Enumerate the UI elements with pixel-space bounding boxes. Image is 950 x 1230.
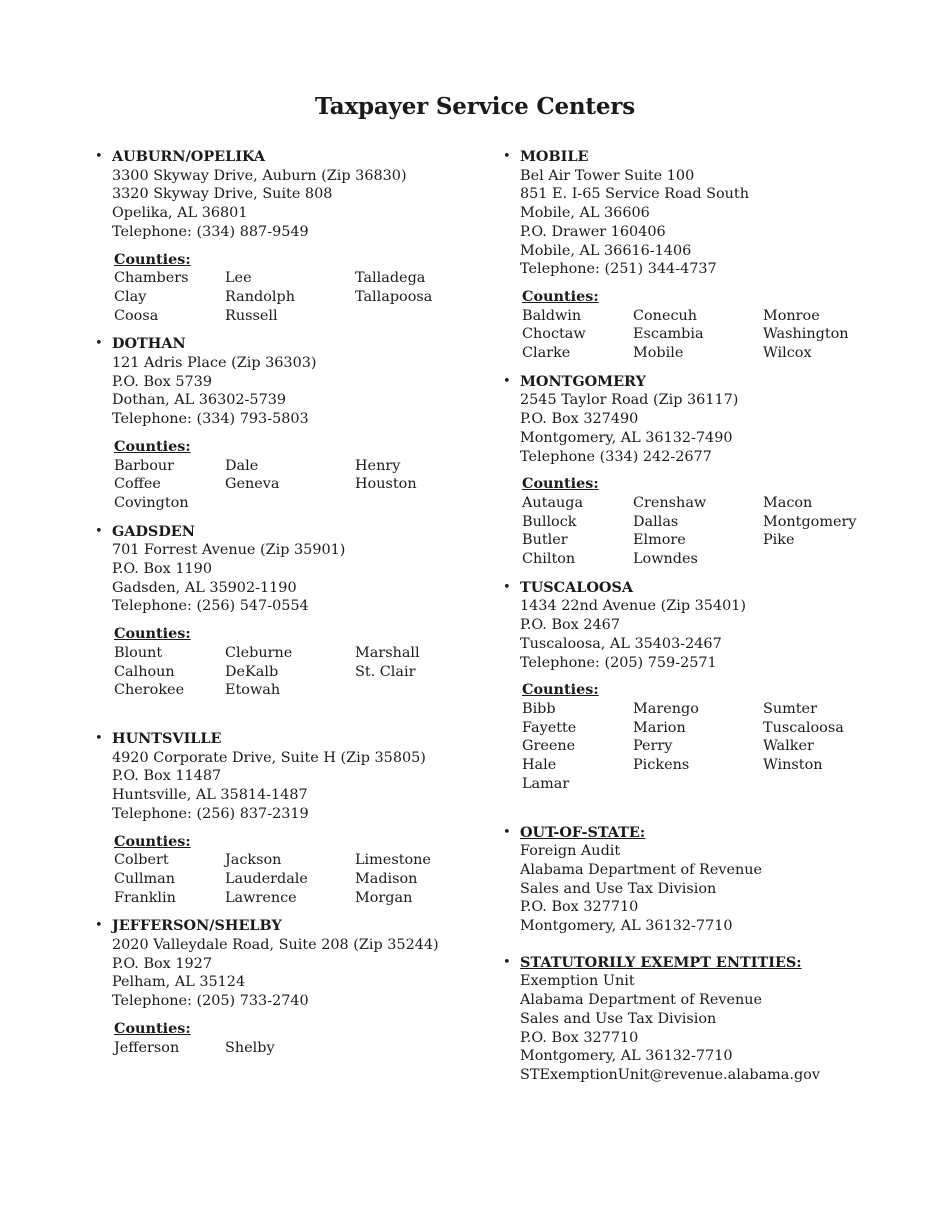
county-name: Dallas xyxy=(633,513,679,530)
address-line: 1434 22nd Avenue (Zip 35401) xyxy=(520,598,747,615)
address-line: P.O. Box 11487 xyxy=(112,768,222,785)
county-name: Clay xyxy=(114,288,147,305)
address-line: Bel Air Tower Suite 100 xyxy=(520,167,695,184)
address-line: P.O. Box 327710 xyxy=(520,1029,639,1046)
bullet-icon: • xyxy=(95,149,103,164)
counties-label: Counties: xyxy=(114,1019,191,1037)
telephone: Telephone: (256) 837-2319 xyxy=(112,805,309,822)
county-name: Blount xyxy=(114,644,163,661)
address-line: Foreign Audit xyxy=(520,843,621,860)
address-line: Dothan, AL 36302-5739 xyxy=(112,392,287,409)
county-name: Sumter xyxy=(763,700,817,717)
county-name: Wilcox xyxy=(763,345,812,362)
county-name: Covington xyxy=(114,494,189,511)
counties-list xyxy=(112,457,475,513)
address-line: P.O. Drawer 160406 xyxy=(520,223,666,240)
bullet-icon: • xyxy=(503,579,511,595)
center-huntsville xyxy=(95,730,475,907)
page-title: Taxpayer Service Centers xyxy=(315,93,635,120)
county-name: Conecuh xyxy=(633,307,698,324)
counties-list xyxy=(112,851,475,907)
county-name: Limestone xyxy=(355,852,431,869)
county-name: Bullock xyxy=(522,513,577,530)
address-line: Mobile, AL 36616-1406 xyxy=(520,242,692,259)
telephone: Telephone (334) 242-2677 xyxy=(520,448,712,465)
county-name: Perry xyxy=(633,738,673,755)
counties-list xyxy=(112,644,475,700)
address-line: Exemption Unit xyxy=(520,973,635,990)
county-name: Cullman xyxy=(114,870,175,887)
county-name: Clarke xyxy=(522,345,571,362)
county-name: Crenshaw xyxy=(633,494,707,511)
county-name: Franklin xyxy=(114,889,176,906)
county-name: Geneva xyxy=(225,476,280,493)
left-column xyxy=(95,148,475,1057)
county-name: Morgan xyxy=(355,889,413,906)
county-name: Marengo xyxy=(633,700,699,717)
address-line: Tuscaloosa, AL 35403-2467 xyxy=(520,635,722,652)
county-name: Mobile xyxy=(633,345,684,362)
counties-list xyxy=(112,269,475,325)
county-name: Marshall xyxy=(355,644,420,661)
address-line: 2020 Valleydale Road, Suite 208 (Zip 35244) xyxy=(112,937,439,954)
telephone: Telephone: (334) 887-9549 xyxy=(112,223,309,240)
county-name: Autauga xyxy=(522,494,584,511)
address-line: 3300 Skyway Drive, Auburn (Zip 36830) xyxy=(112,167,407,184)
address-line: Pelham, AL 35124 xyxy=(112,974,246,991)
address-line: Montgomery, AL 36132-7710 xyxy=(520,1048,733,1065)
center-name: HUNTSVILLE xyxy=(112,729,222,747)
address-line: Alabama Department of Revenue xyxy=(520,861,763,878)
county-name: Lawrence xyxy=(225,889,297,906)
address-line: P.O. Box 1927 xyxy=(112,955,212,972)
address-line: 121 Adris Place (Zip 36303) xyxy=(112,355,317,372)
telephone: Telephone: (256) 547-0554 xyxy=(112,598,309,615)
county-name: Lamar xyxy=(522,775,570,792)
county-name: Butler xyxy=(522,532,568,549)
county-name: Lauderdale xyxy=(225,870,308,887)
county-name: Pickens xyxy=(633,757,690,774)
counties-label: Counties: xyxy=(522,287,599,305)
counties-label: Counties: xyxy=(522,475,599,493)
center-name: DOTHAN xyxy=(112,335,186,353)
county-name: Tallapoosa xyxy=(355,288,433,305)
counties-list xyxy=(520,307,903,363)
bullet-icon: • xyxy=(503,373,511,389)
county-name: Cleburne xyxy=(225,644,293,661)
right-column xyxy=(503,148,903,1085)
county-name: Jefferson xyxy=(114,1039,180,1056)
county-name: Lee xyxy=(225,270,252,287)
county-name: Greene xyxy=(522,738,576,755)
bullet-icon: • xyxy=(503,149,511,164)
county-name: Pike xyxy=(763,532,795,549)
county-name: Bibb xyxy=(522,700,556,717)
counties-list xyxy=(112,1039,475,1058)
address-line: Alabama Department of Revenue xyxy=(520,992,763,1009)
center-name: MOBILE xyxy=(520,148,589,165)
email-address: STExemptionUnit@revenue.alabama.gov xyxy=(520,1066,820,1083)
county-name: Coosa xyxy=(114,307,159,324)
county-name: Chilton xyxy=(522,551,576,568)
counties-label: Counties: xyxy=(114,250,191,268)
center-jefferson-shelby xyxy=(95,917,475,1057)
center-montgomery xyxy=(503,373,903,569)
county-name: Randolph xyxy=(225,288,295,305)
county-name: Choctaw xyxy=(522,326,586,343)
county-name: Cherokee xyxy=(114,682,185,699)
counties-list xyxy=(520,494,903,569)
address-line: 701 Forrest Avenue (Zip 35901) xyxy=(112,542,346,559)
county-name: Elmore xyxy=(633,532,686,549)
center-auburn-opelika xyxy=(95,148,475,325)
county-name: Monroe xyxy=(763,307,820,324)
county-name: Shelby xyxy=(225,1039,275,1056)
center-name: STATUTORILY EXEMPT ENTITIES: xyxy=(520,953,802,971)
bullet-icon: • xyxy=(95,730,103,746)
address-line: Sales and Use Tax Division xyxy=(520,1010,717,1027)
address-line: Montgomery, AL 36132-7490 xyxy=(520,429,733,446)
address-line: P.O. Box 327710 xyxy=(520,899,639,916)
center-name: TUSCALOOSA xyxy=(520,578,634,596)
county-name: Jackson xyxy=(225,852,282,869)
counties-label: Counties: xyxy=(522,681,599,699)
address-line: P.O. Box 2467 xyxy=(520,617,620,634)
county-name: Calhoun xyxy=(114,663,175,680)
telephone: Telephone: (205) 733-2740 xyxy=(112,993,309,1010)
center-tuscaloosa xyxy=(503,579,903,794)
county-name: Chambers xyxy=(114,270,189,287)
bullet-icon: • xyxy=(95,523,103,539)
county-name: Etowah xyxy=(225,682,281,699)
county-name: Talladega xyxy=(355,270,426,287)
center-statutorily-exempt xyxy=(503,954,903,1085)
center-name: AUBURN/OPELIKA xyxy=(112,148,266,165)
telephone: Telephone: (205) 759-2571 xyxy=(520,654,717,671)
address-line: Montgomery, AL 36132-7710 xyxy=(520,918,733,935)
county-name: St. Clair xyxy=(355,663,416,680)
county-name: Fayette xyxy=(522,719,577,736)
county-name: Henry xyxy=(355,457,401,474)
counties-label: Counties: xyxy=(114,625,191,643)
center-dothan xyxy=(95,335,475,512)
county-name: Escambia xyxy=(633,326,704,343)
county-name: Dale xyxy=(225,457,259,474)
address-line: Sales and Use Tax Division xyxy=(520,880,717,897)
telephone: Telephone: (334) 793-5803 xyxy=(112,411,309,428)
bullet-icon: • xyxy=(95,918,103,934)
address-line: 3320 Skyway Drive, Suite 808 xyxy=(112,186,333,203)
address-line: Huntsville, AL 35814-1487 xyxy=(112,787,308,804)
county-name: Russell xyxy=(225,307,278,324)
county-name: Madison xyxy=(355,870,418,887)
county-name: Houston xyxy=(355,476,417,493)
county-name: Winston xyxy=(763,757,823,774)
address-line: P.O. Box 5739 xyxy=(112,373,212,390)
county-name: Hale xyxy=(522,757,557,774)
bullet-icon: • xyxy=(95,336,103,352)
address-line: 4920 Corporate Drive, Suite H (Zip 35805) xyxy=(112,749,426,766)
county-name: Washington xyxy=(763,326,849,343)
county-name: Baldwin xyxy=(522,307,582,324)
county-name: Walker xyxy=(763,738,814,755)
bullet-icon: • xyxy=(503,824,511,840)
address-line: P.O. Box 327490 xyxy=(520,411,639,428)
county-name: Barbour xyxy=(114,457,175,474)
county-name: Colbert xyxy=(114,852,169,869)
center-name: GADSDEN xyxy=(112,522,195,540)
address-line: Gadsden, AL 35902-1190 xyxy=(112,579,297,596)
counties-list xyxy=(520,700,903,794)
bullet-icon: • xyxy=(503,954,511,970)
county-name: Lowndes xyxy=(633,551,698,568)
county-name: DeKalb xyxy=(225,663,279,680)
address-line: 2545 Taylor Road (Zip 36117) xyxy=(520,392,739,409)
address-line: P.O. Box 1190 xyxy=(112,561,212,578)
county-name: Tuscaloosa xyxy=(763,719,844,736)
counties-label: Counties: xyxy=(114,437,191,455)
center-gadsden xyxy=(95,523,475,700)
counties-label: Counties: xyxy=(114,832,191,850)
county-name: Coffee xyxy=(114,476,161,493)
telephone: Telephone: (251) 344-4737 xyxy=(520,261,717,278)
center-name: MONTGOMERY xyxy=(520,372,646,390)
address-line: 851 E. I-65 Service Road South xyxy=(520,186,749,203)
county-name: Marion xyxy=(633,719,686,736)
center-name: OUT-OF-STATE: xyxy=(520,823,646,841)
center-out-of-state xyxy=(503,824,903,936)
county-name: Macon xyxy=(763,494,813,511)
address-line: Mobile, AL 36606 xyxy=(520,205,650,222)
center-mobile xyxy=(503,148,903,363)
county-name: Montgomery xyxy=(763,513,857,530)
address-line: Opelika, AL 36801 xyxy=(112,205,248,222)
center-name: JEFFERSON/SHELBY xyxy=(112,917,282,935)
